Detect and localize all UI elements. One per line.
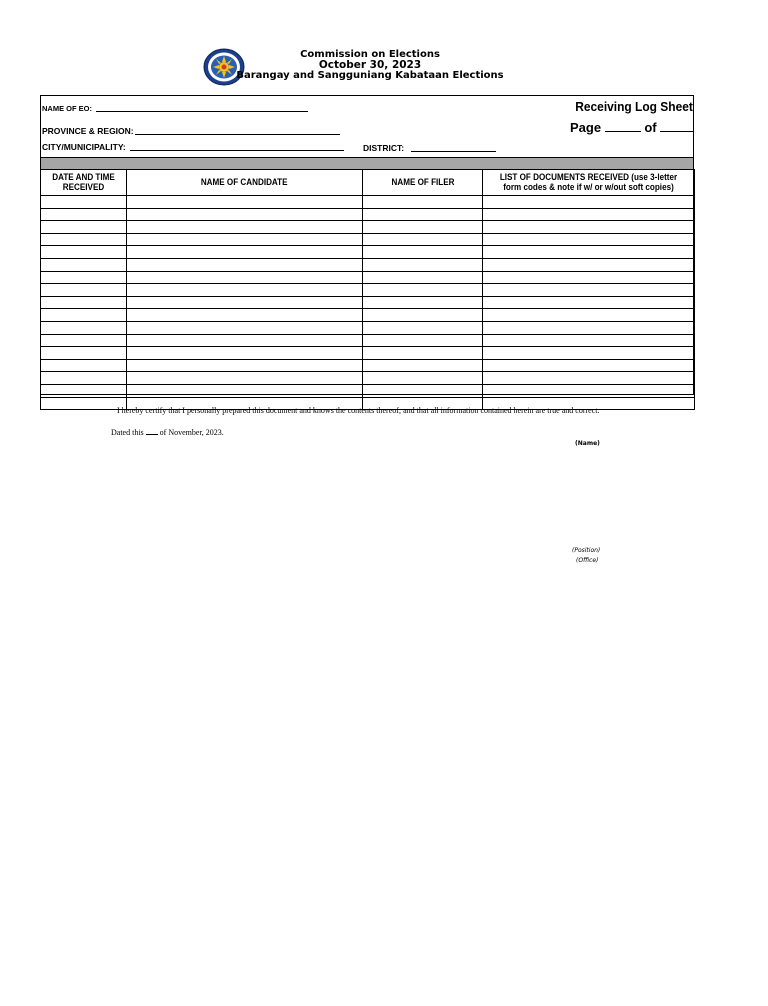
page-label: Page	[570, 120, 602, 135]
table-row	[41, 208, 695, 221]
table-cell[interactable]	[483, 258, 695, 271]
column-header-filer: NAME OF FILER	[363, 170, 483, 196]
table-cell[interactable]	[127, 334, 363, 347]
table-row	[41, 321, 695, 334]
signature-name: (Name)	[575, 440, 600, 447]
table-cell[interactable]	[41, 309, 127, 322]
table-cell[interactable]	[483, 233, 695, 246]
table-cell[interactable]	[127, 321, 363, 334]
table-cell[interactable]	[41, 397, 127, 410]
table-cell[interactable]	[41, 196, 127, 209]
table-row	[41, 384, 695, 397]
table-cell[interactable]	[483, 309, 695, 322]
org-name: Commission on Elections	[300, 49, 440, 60]
dated-prefix: Dated this	[111, 428, 144, 437]
table-cell[interactable]	[41, 372, 127, 385]
district-field[interactable]	[411, 151, 496, 152]
table-cell[interactable]	[483, 359, 695, 372]
table-row	[41, 284, 695, 297]
table-cell[interactable]	[363, 284, 483, 297]
table-cell[interactable]	[41, 384, 127, 397]
table-cell[interactable]	[363, 271, 483, 284]
table-row	[41, 334, 695, 347]
dated-suffix: of November, 2023.	[159, 428, 224, 437]
table-cell[interactable]	[483, 284, 695, 297]
table-cell[interactable]	[363, 321, 483, 334]
table-row	[41, 196, 695, 209]
of-label: of	[644, 120, 657, 135]
table-cell[interactable]	[127, 196, 363, 209]
table-cell[interactable]	[127, 347, 363, 360]
table-row	[41, 372, 695, 385]
table-cell[interactable]	[363, 221, 483, 234]
table-cell[interactable]	[363, 196, 483, 209]
table-row	[41, 246, 695, 259]
province-region-field[interactable]	[135, 134, 340, 135]
city-municipality-label: CITY/MUNICIPALITY:	[42, 142, 126, 152]
table-row	[41, 359, 695, 372]
table-row	[41, 296, 695, 309]
table-cell[interactable]	[483, 208, 695, 221]
table-row	[41, 271, 695, 284]
page-number-field[interactable]	[605, 121, 641, 132]
table-cell[interactable]	[363, 208, 483, 221]
signature-position: (Position)	[572, 547, 601, 554]
table-cell[interactable]	[127, 271, 363, 284]
name-of-eo-field[interactable]	[96, 111, 308, 112]
page-total-field[interactable]	[660, 121, 693, 132]
province-region-label: PROVINCE & REGION:	[42, 126, 134, 136]
table-cell[interactable]	[41, 221, 127, 234]
table-row	[41, 347, 695, 360]
table-cell[interactable]	[41, 284, 127, 297]
table-row	[41, 309, 695, 322]
receiving-log-table	[40, 169, 695, 410]
table-cell[interactable]	[363, 347, 483, 360]
table-cell[interactable]	[127, 221, 363, 234]
column-header-date-time: DATE AND TIME RECEIVED	[41, 170, 127, 196]
name-of-eo-label: NAME OF EO:	[42, 104, 92, 113]
district-label: DISTRICT:	[363, 143, 405, 153]
table-cell[interactable]	[363, 246, 483, 259]
table-cell[interactable]	[41, 321, 127, 334]
table-cell[interactable]	[363, 309, 483, 322]
table-cell[interactable]	[363, 296, 483, 309]
table-cell[interactable]	[127, 258, 363, 271]
table-cell[interactable]	[363, 372, 483, 385]
table-cell[interactable]	[41, 233, 127, 246]
column-header-documents: LIST OF DOCUMENTS RECEIVED (use 3-letter form codes & note if w/ or w/out soft copies)	[483, 170, 695, 196]
table-cell[interactable]	[483, 221, 695, 234]
column-header-candidate: NAME OF CANDIDATE	[127, 170, 363, 196]
table-cell[interactable]	[41, 271, 127, 284]
table-cell[interactable]	[483, 246, 695, 259]
table-cell[interactable]	[41, 334, 127, 347]
page-indicator	[570, 120, 693, 135]
table-cell[interactable]	[127, 309, 363, 322]
table-row	[41, 258, 695, 271]
dated-day-field[interactable]	[146, 428, 158, 435]
table-cell[interactable]	[127, 246, 363, 259]
table-cell[interactable]	[483, 384, 695, 397]
table-cell[interactable]	[483, 296, 695, 309]
table-cell[interactable]	[127, 384, 363, 397]
election-date: October 30, 2023	[318, 59, 422, 71]
table-cell[interactable]	[483, 372, 695, 385]
table-cell[interactable]	[483, 196, 695, 209]
table-cell[interactable]	[483, 347, 695, 360]
table-cell[interactable]	[127, 233, 363, 246]
table-cell[interactable]	[41, 347, 127, 360]
table-cell[interactable]	[363, 258, 483, 271]
table-row	[41, 221, 695, 234]
table-cell[interactable]	[363, 359, 483, 372]
table-cell[interactable]	[483, 334, 695, 347]
signature-office: (Office)	[576, 557, 599, 564]
table-cell[interactable]	[483, 271, 695, 284]
table-cell[interactable]	[363, 384, 483, 397]
table-cell[interactable]	[41, 296, 127, 309]
certification-text: I hereby certify that I personally prepared this document and knows the contents thereof; and that all information contained herein are true and correct.	[117, 406, 600, 415]
election-name: Barangay and Sangguniang Kabataan Elections	[236, 70, 504, 81]
table-cell[interactable]	[127, 296, 363, 309]
table-row	[41, 233, 695, 246]
table-cell[interactable]	[127, 284, 363, 297]
table-cell[interactable]	[483, 321, 695, 334]
table-cell[interactable]	[363, 233, 483, 246]
table-cell[interactable]	[127, 372, 363, 385]
city-municipality-field[interactable]	[130, 150, 344, 151]
dated-line	[111, 428, 224, 437]
table-cell[interactable]	[41, 359, 127, 372]
table-cell[interactable]	[363, 334, 483, 347]
table-cell[interactable]	[41, 246, 127, 259]
sheet-title: Receiving Log Sheet	[575, 99, 693, 114]
table-cell[interactable]	[41, 258, 127, 271]
table-cell[interactable]	[127, 208, 363, 221]
table-cell[interactable]	[127, 359, 363, 372]
table-cell[interactable]	[41, 208, 127, 221]
